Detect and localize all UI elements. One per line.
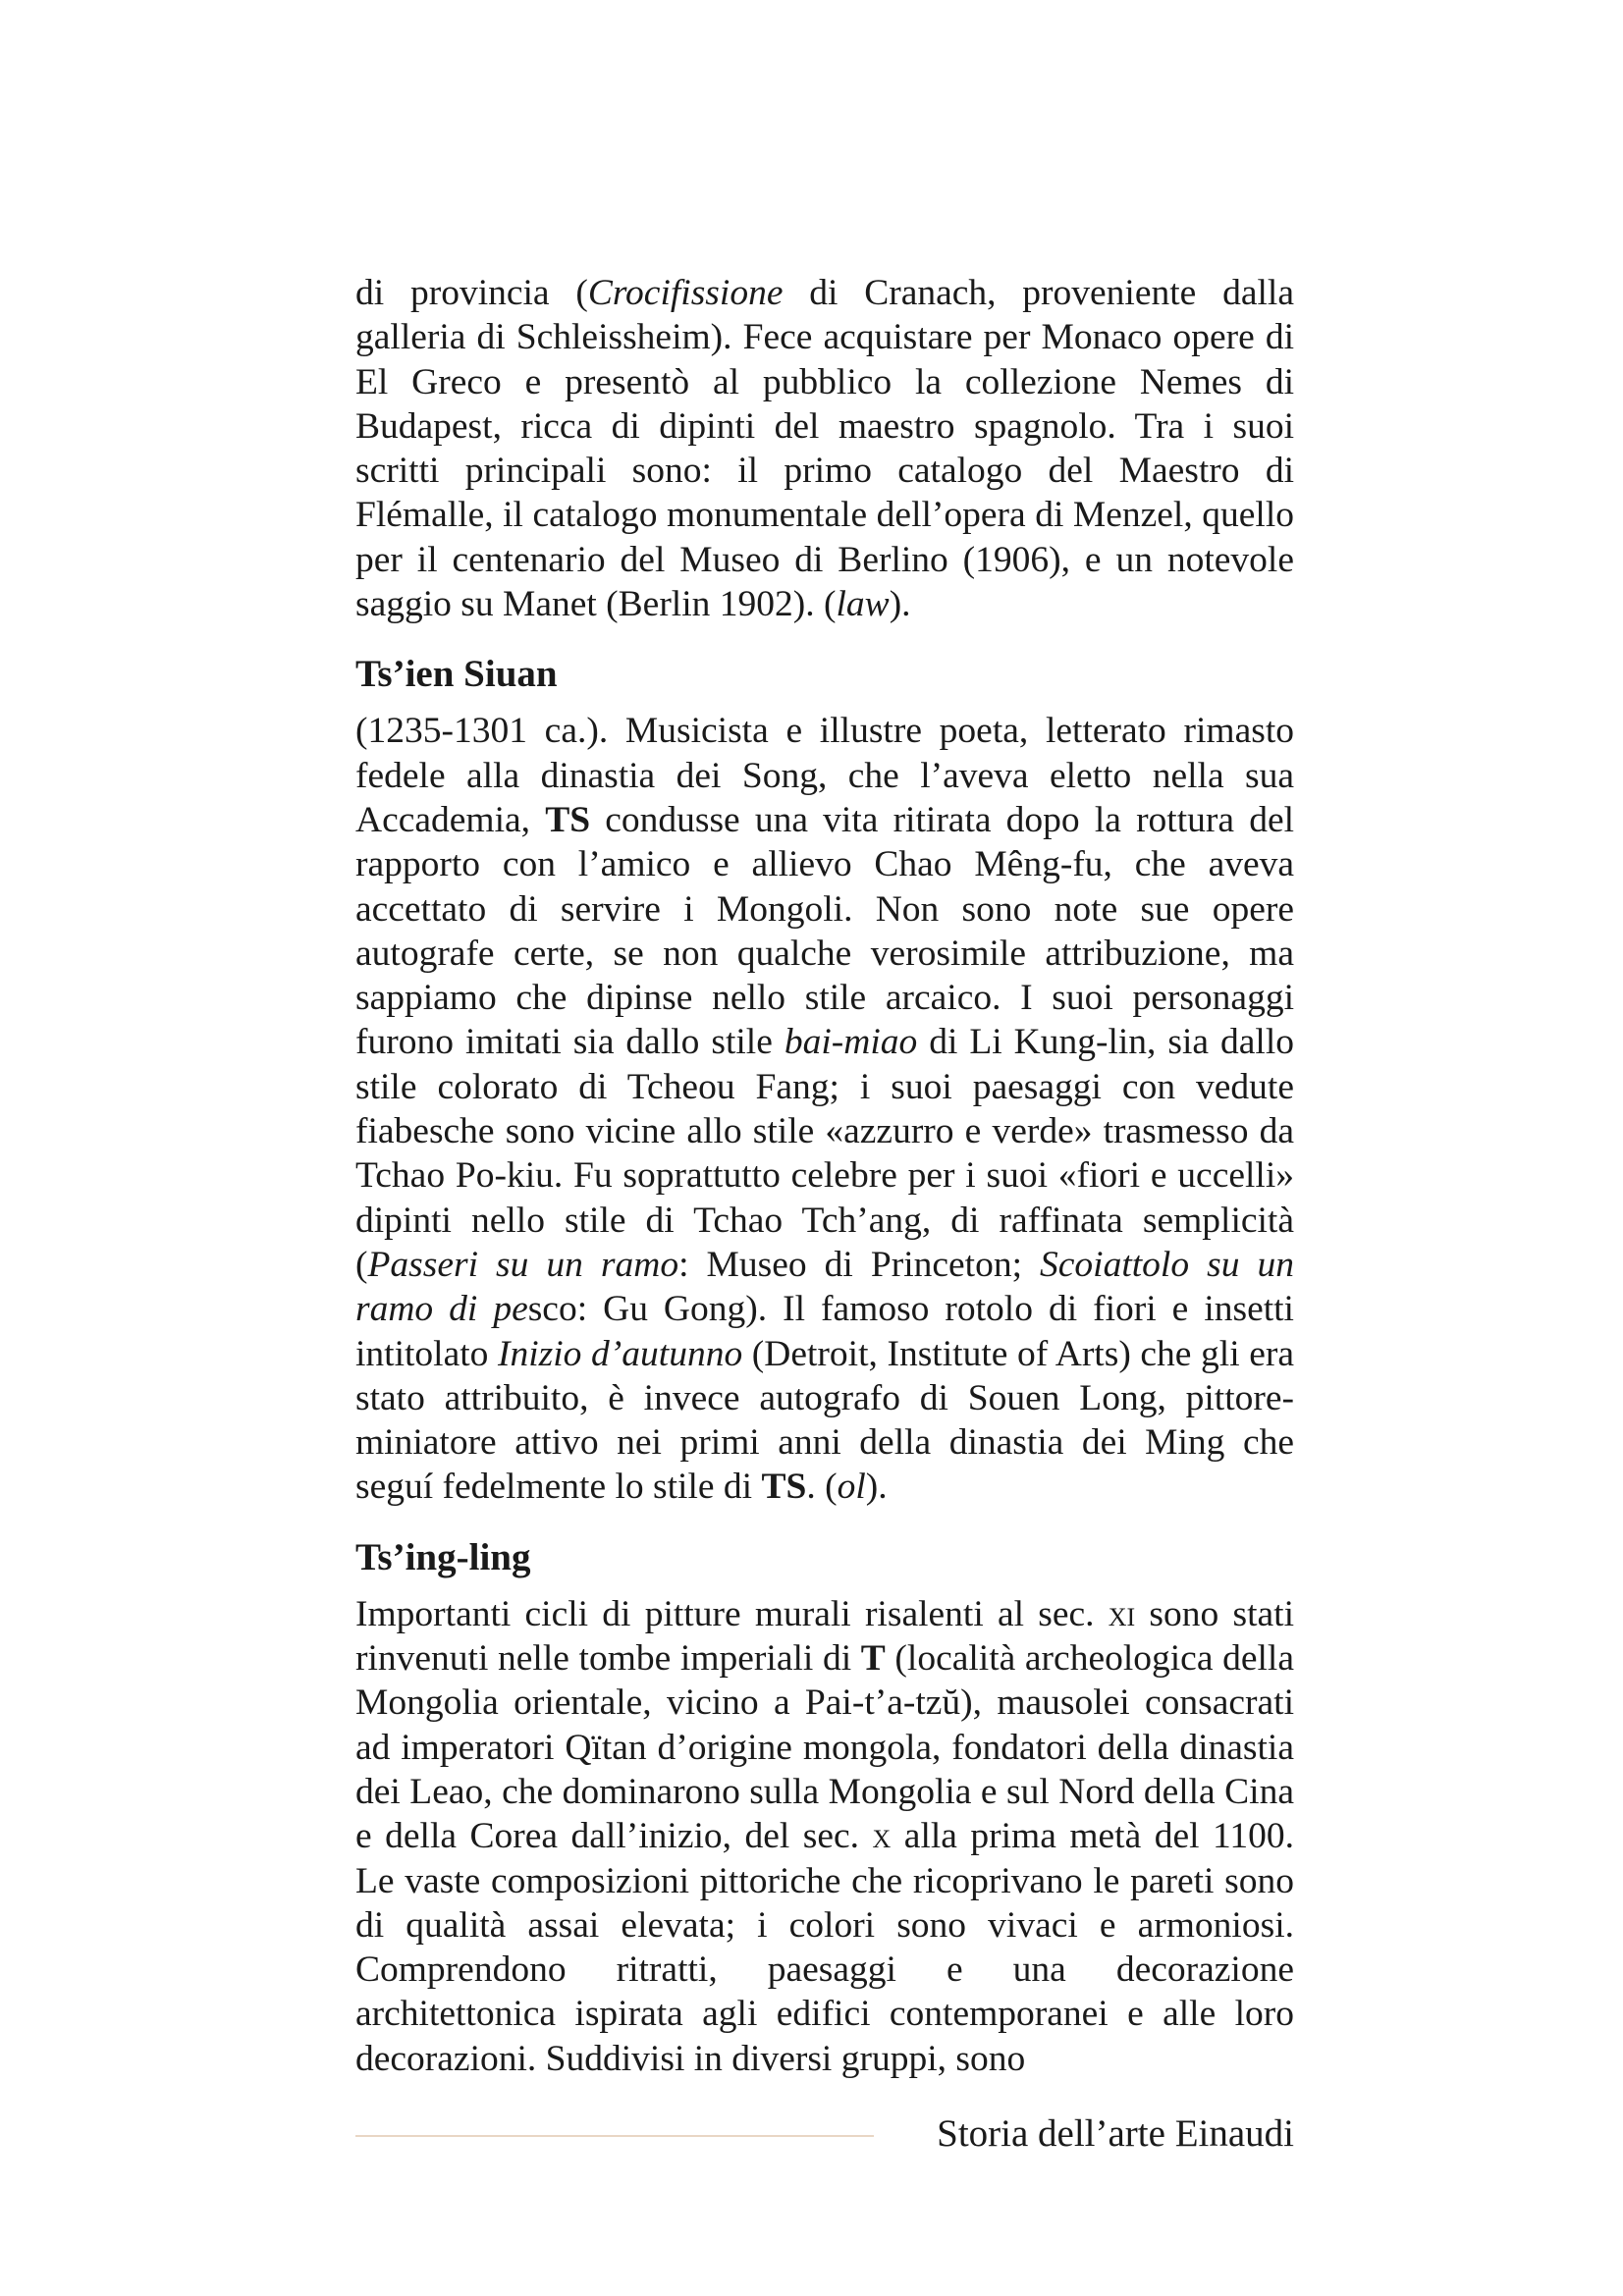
text-run: Importanti cicli di pitture murali risalenti al sec. [355, 1593, 1109, 1634]
text-run: condusse una vita ritirata dopo la rottura del rapporto con l’amico e allievo Chao Mêng-fu, che aveva accettato di servire i Mongoli. Non sono note sue opere autografe certe, se non qualche verosimile attribuzione, ma sappiamo che dipinse nello stile arcaico. I suoi personaggi furono imitati sia dallo stile [355, 799, 1295, 1063]
page-body [355, 271, 1294, 2081]
century-numeral: x [872, 1816, 892, 1857]
artwork-title: Crocifissione [587, 273, 784, 313]
text-run: ). [889, 584, 911, 625]
entry-title-tsien-siuan: Ts’ien Siuan [355, 653, 558, 696]
artwork-title: Passeri su un ramo [367, 1244, 679, 1285]
entry-title-tsing-ling: Ts’ing-ling [355, 1535, 531, 1578]
entry-abbreviation: T [860, 1638, 886, 1680]
entry-abbreviation: TS [761, 1467, 807, 1508]
text-run: di provincia ( [355, 273, 588, 313]
footer-rule [355, 2135, 874, 2137]
artwork-title: Inizio d’autunno [498, 1333, 743, 1374]
page-footer [355, 2107, 1294, 2165]
text-run: ). [865, 1467, 888, 1508]
entry-abbreviation: TS [545, 799, 591, 840]
style-term: bai-miao [784, 1022, 918, 1063]
text-run: di Cranach, proveniente dalla galleria di Schleissheim). Fece acquistare per Monaco opere di El Greco e presentò al pubblico la collezione Nemes di Budapest, ricca di dipinti del maestro spagnolo. Tra i suoi scritti principali sono: il primo catalogo del Maestro di Flémalle, il catalogo monumentale dell’opera di Menzel, quello per il centenario del Museo di Berlino (1906), e un notevole saggio su Manet (Berlin 1902). ( [355, 273, 1294, 625]
text-run: (località archeologica della Mongolia orientale, vicino a Pai-t’a-tzŭ), mausolei consacrati ad imperatori Qïtan d’origine mongola, fondatori della dinastia dei Leao, che dominarono sulla Mongolia e sul Nord della Cina e della Corea dall’inizio, del sec. [355, 1638, 1294, 1857]
text-run: di Li Kung-lin, sia dallo stile colorato di Tcheou Fang; i suoi paesaggi con vedute fiabesche sono vicine allo stile «azzurro e verde» trasmesso da Tchao Po-kiu. Fu soprattutto celebre per i suoi «fiori e uccelli» dipinti nello stile di Tchao Tch’ang, di raffinata semplicità ( [355, 1022, 1294, 1285]
entry-paragraph-tsien-siuan [355, 709, 1294, 1509]
text-run: : Museo di Princeton; [678, 1244, 1041, 1285]
entry-paragraph-tsing-ling [355, 1592, 1294, 2081]
text-run: sono stati rinvenuti nelle tombe imperiali di [355, 1593, 1294, 1680]
artwork-title: Scoiattolo su un ramo di pe [355, 1244, 1294, 1330]
text-run: (Detroit, Institute of Arts) che gli era stato attribuito, è invece autografo di Souen Long, pittore-miniatore attivo nei primi anni della dinastia dei Ming che seguí fedelmente lo stile di [355, 1333, 1295, 1508]
century-numeral: xi [1108, 1593, 1136, 1634]
text-run: . ( [806, 1467, 838, 1508]
author-initials: ol [837, 1467, 866, 1508]
author-initials: law [836, 584, 890, 625]
footer-label: Storia dell’arte Einaudi [937, 2112, 1294, 2155]
text-run: sco: Gu Gong). Il famoso rotolo di fiori e insetti intitolato [355, 1289, 1294, 1374]
text-run: alla prima metà del 1100. Le vaste composizioni pittoriche che ricoprivano le pareti sono di qualità assai elevata; i colori sono vivaci e armoniosi. Comprendono ritratti, paesaggi e una decorazione architettonica ispirata agli edifici contemporanei e alle loro decorazioni. Suddivisi in diversi gruppi, sono [355, 1816, 1294, 2079]
continuation-paragraph [355, 271, 1294, 626]
text-run: (1235-1301 ca.). Musicista e illustre poeta, letterato rimasto fedele alla dinastia dei Song, che l’aveva eletto nella sua Accademia, [355, 711, 1294, 840]
